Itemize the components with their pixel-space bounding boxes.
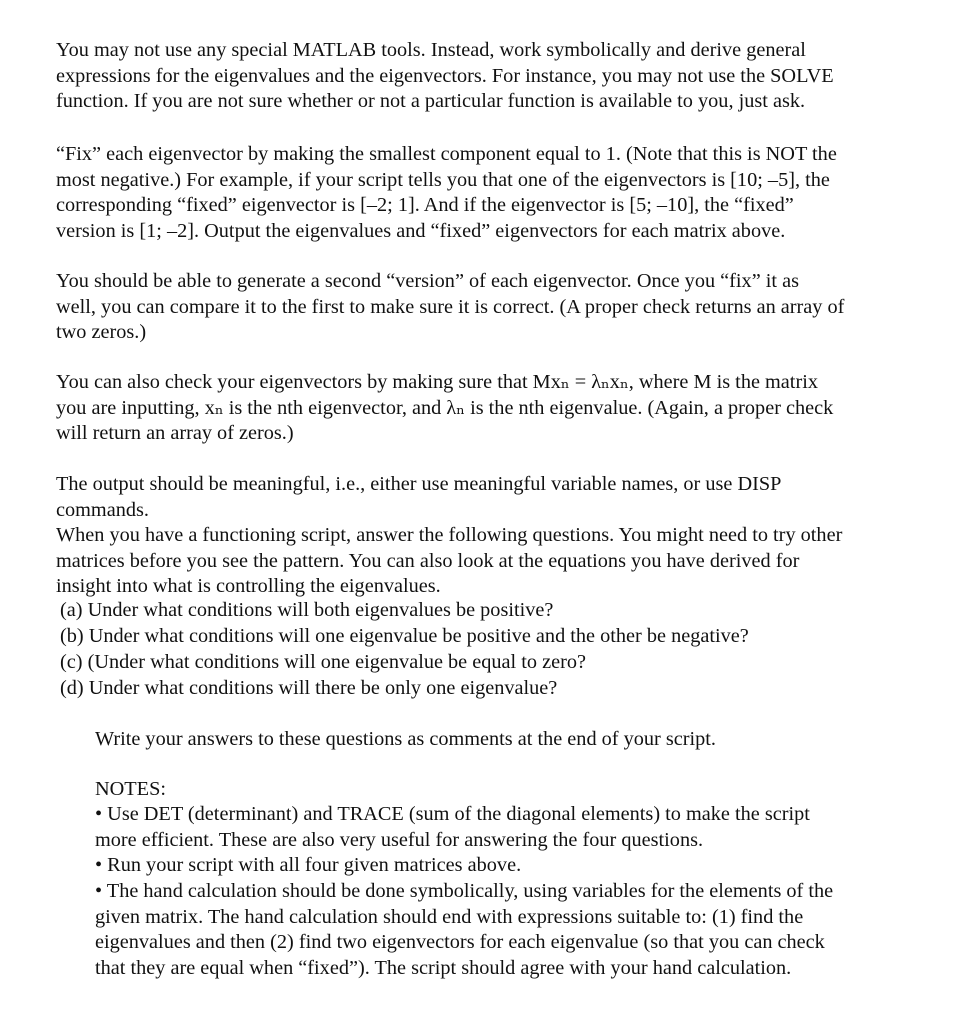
question-a: (a) Under what conditions will both eigenvalues be positive? [60,599,554,621]
question-c: (c) (Under what conditions will one eigenvalue be equal to zero? [60,651,586,673]
question-d: (d) Under what conditions will there be only one eigenvalue? [60,677,558,699]
paragraph-output-and-questions: The output should be meaningful, i.e., either use meaningful variable names, or use DISP commands. When you have a functioning script, answer the following questions. You might need to try other matrices before you see the pattern. You can also look at the equations you have derived for insight into what is controlling the eigenvalues. [56,473,843,598]
write-answers-instruction: Write your answers to these questions as comments at the end of your script. [95,728,716,750]
notes-heading: NOTES: [95,778,166,800]
note-item-hand-calculation: • The hand calculation should be done symbolically, using variables for the elements of the given matrix. The hand calculation should end with expressions suitable to: (1) find the eigenvalues and then (2) find two eigenvectors for each eigenvalue (so that you can check that they are equal when “fixed”). The script should agree with your hand calculation. [95,880,834,979]
note-item-run-script: • Run your script with all four given matrices above. [95,854,522,876]
paragraph-second-version: You should be able to generate a second “version” of each eigenvector. Once you “fix” it as well, you can compare it to the first to make sure it is correct. (A proper check returns an array of two zeros.) [56,270,845,344]
question-b: (b) Under what conditions will one eigenvalue be positive and the other be negative? [60,625,749,647]
paragraph-fix-eigenvector: “Fix” each eigenvector by making the smallest component equal to 1. (Note that this is NOT the most negative.) For example, if your script tells you that one of the eigenvectors is [10; –5], the corresponding “fixed” eigenvector is [–2; 1]. And if the eigenvector is [5; –10], the “fixed” version is [1; –2]. Output the eigenvalues and “fixed” eigenvectors for each matrix above. [56,143,837,242]
paragraph-check-eigenvectors: You can also check your eigenvectors by making sure that Mxₙ = λₙxₙ, where M is the matrix you are inputting, xₙ is the nth eigenvector, and λₙ is the nth eigenvalue. (Again, a proper check will return an array of zeros.) [56,371,834,445]
note-item-det-trace: • Use DET (determinant) and TRACE (sum of the diagonal elements) to make the script more efficient. These are also very useful for answering the four questions. [95,803,810,851]
paragraph-restrictions: You may not use any special MATLAB tools. Instead, work symbolically and derive general expressions for the eigenvalues and the eigenvectors. For instance, you may not use the SOLVE function. If you are not sure whether or not a particular function is available to you, just ask. [56,39,834,113]
